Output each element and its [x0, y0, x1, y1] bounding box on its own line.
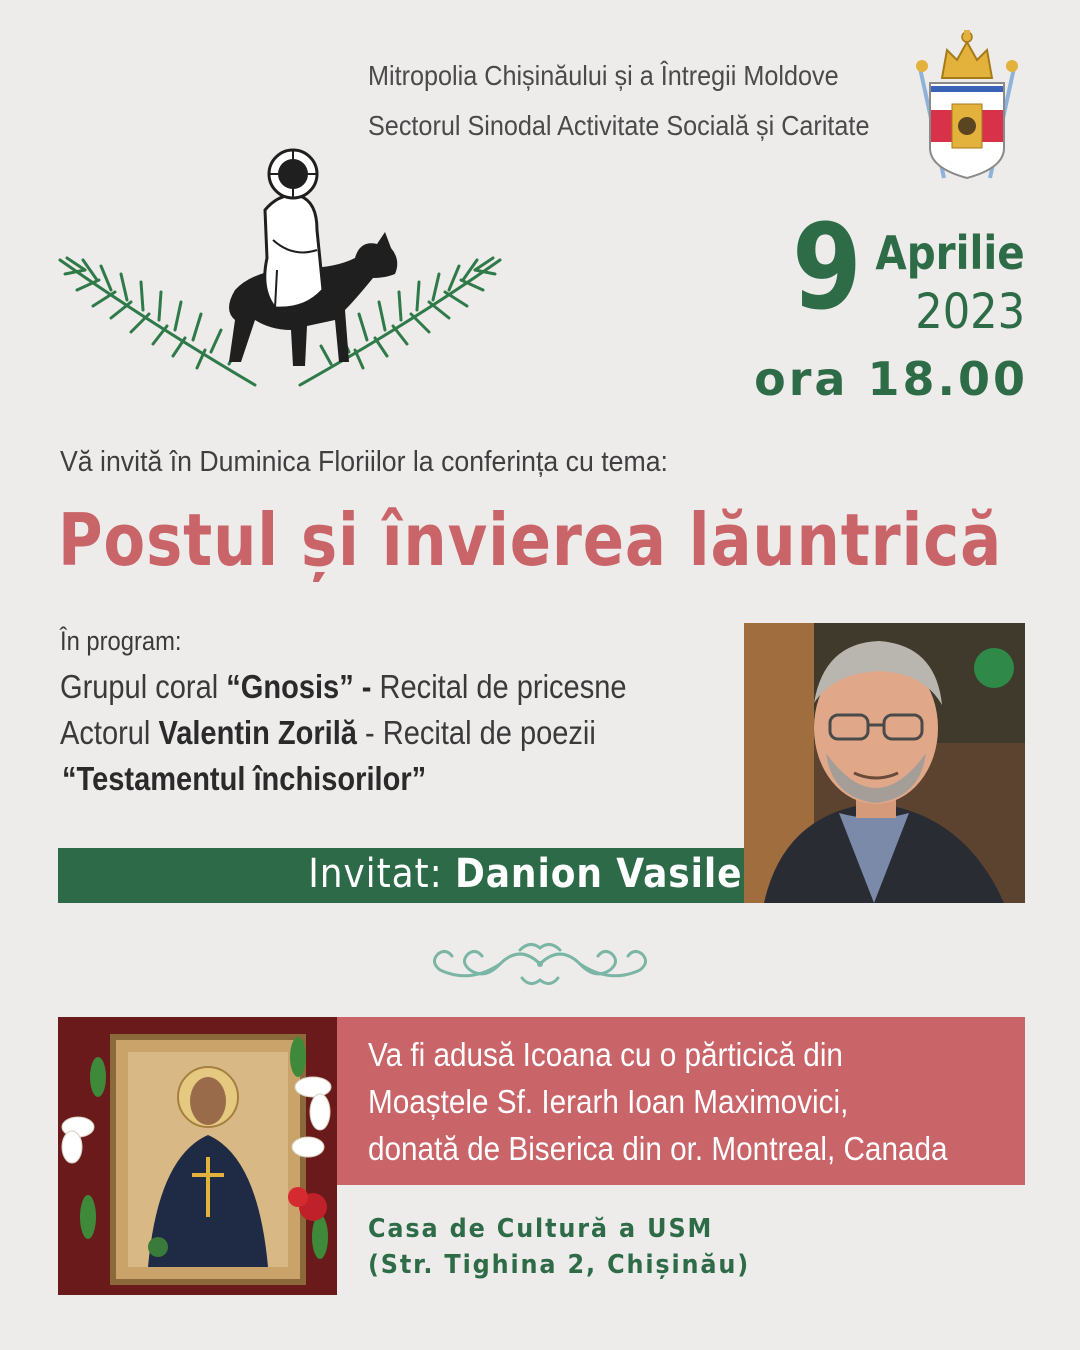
relic-line-1: Va fi adusă Icoana cu o părticică din — [368, 1036, 843, 1073]
event-year: 2023 — [915, 284, 1025, 340]
event-time: ora 18.00 — [754, 352, 1028, 406]
program-item-actor — [60, 714, 596, 752]
guest-photo — [744, 623, 1025, 903]
program-choir-prefix: Grupul coral — [60, 668, 227, 705]
organization-line-1: Mitropolia Chișinăului și a Întregii Moldove — [368, 60, 839, 91]
ornament-divider-icon — [430, 934, 650, 994]
program-poetry-name: “Testamentul închisorilor” — [62, 760, 427, 797]
program-actor-name: Valentin Zorilă — [158, 714, 357, 751]
organization-line-2: Sectorul Sinodal Activitate Socială și Caritate — [368, 110, 870, 141]
palm-sunday-illustration-icon — [55, 140, 505, 390]
invitation-intro: Vă invită în Duminica Floriilor la conferința cu tema: — [60, 446, 668, 478]
relic-line-2: Moaștele Sf. Ierarh Ioan Maximovici, — [368, 1083, 849, 1120]
guest-prefix: Invitat: — [307, 851, 455, 897]
relic-line-3: donată de Biserica din or. Montreal, Canada — [368, 1130, 948, 1167]
program-choir-suffix: Recital de pricesne — [371, 668, 627, 705]
guest-name: Danion Vasile — [454, 851, 742, 897]
event-month: Aprilie — [875, 226, 1025, 280]
program-heading: În program: — [60, 626, 182, 656]
program-actor-prefix: Actorul — [60, 714, 159, 751]
conference-title: Postul și învierea lăuntrică — [58, 498, 1002, 582]
event-day: 9 — [792, 198, 862, 336]
program-item-choir — [60, 668, 627, 706]
venue-address: (Str. Tighina 2, Chișinău) — [368, 1250, 751, 1280]
metropolis-crest-icon — [912, 28, 1022, 183]
venue-name: Casa de Cultură a USM — [368, 1214, 714, 1244]
program-poetry-title — [62, 760, 426, 798]
program-actor-suffix: - Recital de poezii — [356, 714, 596, 751]
guest-label — [308, 851, 742, 897]
saint-icon-photo — [58, 1017, 337, 1295]
program-choir-name: “Gnosis” - — [226, 668, 372, 705]
